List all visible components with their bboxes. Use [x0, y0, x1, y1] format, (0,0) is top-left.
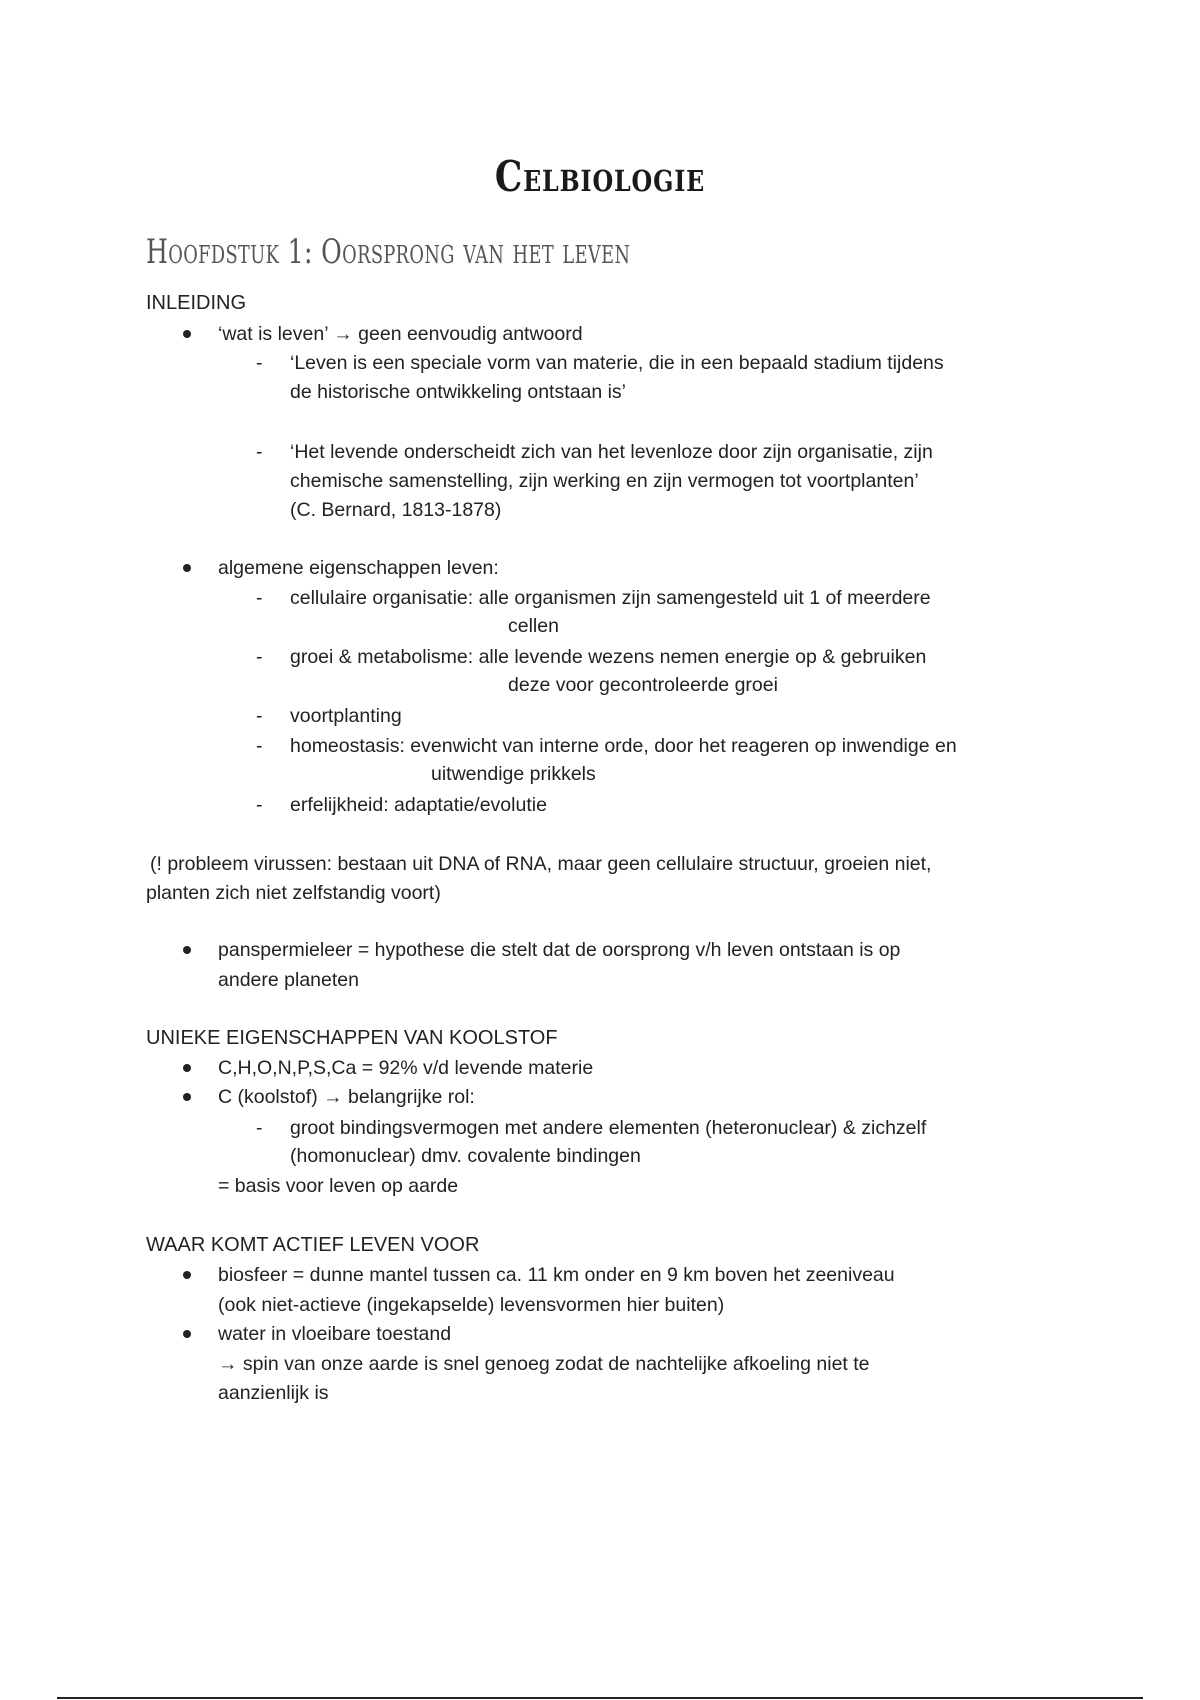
bullet-icon	[183, 1330, 191, 1338]
sub-list-item-continuation: (homonuclear) dmv. covalente bindingen	[290, 1145, 641, 1167]
dash-icon: -	[256, 705, 263, 727]
sub-list-item-continuation: de historische ontwikkeling ontstaan is’	[290, 381, 627, 403]
bullet-icon	[183, 564, 191, 572]
bullet-icon	[183, 946, 191, 954]
note-continuation: planten zich niet zelfstandig voort)	[146, 882, 441, 904]
sub-list-item: voortplanting	[290, 705, 402, 727]
footer-divider	[57, 1697, 1143, 1699]
dash-icon: -	[256, 441, 263, 463]
dash-icon: -	[256, 794, 263, 816]
list-item: C (koolstof) → belangrijke rol:	[218, 1086, 475, 1108]
dash-icon: -	[256, 646, 263, 668]
dash-icon: -	[256, 352, 263, 374]
sub-list-item: homeostasis: evenwicht van interne orde, door het reageren op inwendige en	[290, 735, 957, 757]
list-item: algemene eigenschappen leven:	[218, 557, 499, 579]
dash-icon: -	[256, 587, 263, 609]
list-item: water in vloeibare toestand	[218, 1323, 452, 1345]
bullet-icon	[183, 1093, 191, 1101]
list-item: biosfeer = dunne mantel tussen ca. 11 km onder en 9 km boven het zeeniveau	[218, 1264, 895, 1286]
sub-list-item: cellulaire organisatie: alle organismen zijn samengesteld uit 1 of meerdere	[290, 587, 931, 609]
sub-list-item: erfelijkheid: adaptatie/evolutie	[290, 794, 547, 816]
page-title: Celbiologie	[494, 152, 706, 201]
dash-icon: -	[256, 1117, 263, 1139]
sub-list-item: groot bindingsvermogen met andere elementen (heteronuclear) & zichzelf	[290, 1117, 927, 1139]
list-item: panspermieleer = hypothese die stelt dat de oorsprong v/h leven ontstaan is op	[218, 939, 901, 961]
section-heading-koolstof: UNIEKE EIGENSCHAPPEN VAN KOOLSTOF	[146, 1027, 558, 1049]
list-item-continuation: andere planeten	[218, 969, 359, 991]
sub-list-item-continuation: uitwendige prikkels	[431, 763, 596, 785]
list-item-continuation: → spin van onze aarde is snel genoeg zodat de nachtelijke afkoeling niet te	[218, 1353, 870, 1375]
sub-list-item-continuation: deze voor gecontroleerde groei	[508, 674, 778, 696]
sub-list-item-continuation: cellen	[508, 615, 559, 637]
section-heading-inleiding: INLEIDING	[146, 292, 247, 314]
list-item: C,H,O,N,P,S,Ca = 92% v/d levende materie	[218, 1057, 594, 1079]
bullet-icon	[183, 1271, 191, 1279]
sub-list-item: ‘Leven is een speciale vorm van materie, die in een bepaald stadium tijdens	[290, 352, 944, 374]
bullet-icon	[183, 1064, 191, 1072]
bullet-icon	[183, 330, 191, 338]
note: (! probleem virussen: bestaan uit DNA of RNA, maar geen cellulaire structuur, groeien niet,	[150, 853, 932, 875]
list-item-continuation: (ook niet-actieve (ingekapselde) levensvormen hier buiten)	[218, 1294, 725, 1316]
sub-list-item-continuation: chemische samenstelling, zijn werking en zijn vermogen tot voortplanten’	[290, 470, 919, 492]
list-item: ‘wat is leven’ → geen eenvoudig antwoord	[218, 323, 583, 345]
sub-list-item: groei & metabolisme: alle levende wezens nemen energie op & gebruiken	[290, 646, 927, 668]
list-item-continuation: aanzienlijk is	[218, 1382, 329, 1404]
dash-icon: -	[256, 735, 263, 757]
chapter-heading: Hoofdstuk 1: Oorsprong van het leven	[146, 232, 631, 272]
citation: (C. Bernard, 1813-1878)	[290, 499, 502, 521]
sub-list-item: ‘Het levende onderscheidt zich van het levenloze door zijn organisatie, zijn	[290, 441, 933, 463]
conclusion: = basis voor leven op aarde	[218, 1175, 459, 1197]
section-heading-actief-leven: WAAR KOMT ACTIEF LEVEN VOOR	[146, 1234, 480, 1256]
